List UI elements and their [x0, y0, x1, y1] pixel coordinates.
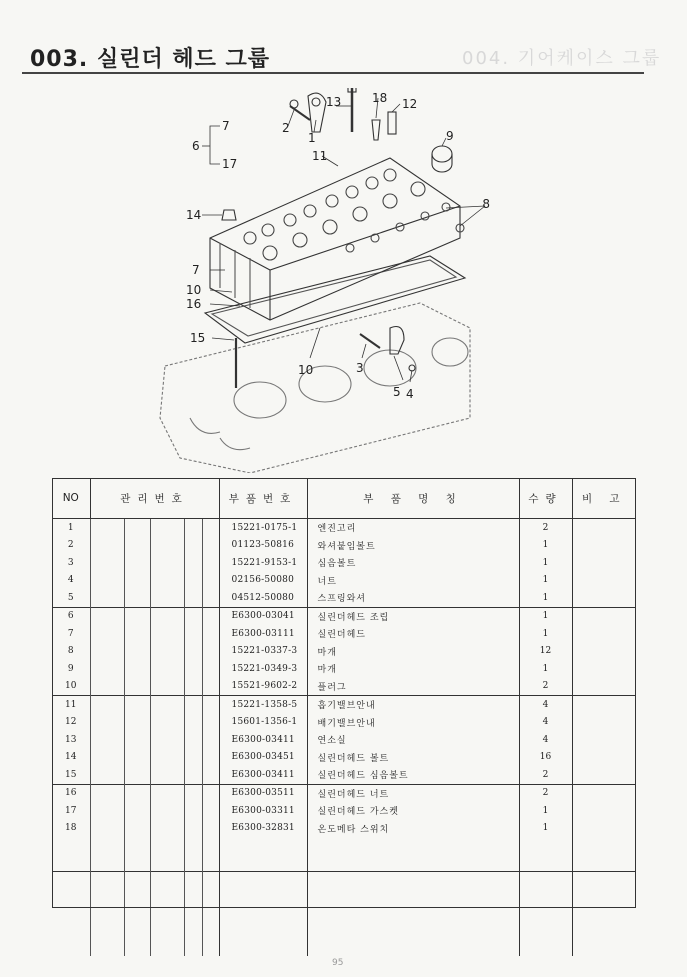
cell-mgmt	[150, 696, 184, 714]
cell-mgmt	[90, 820, 124, 838]
cell-mgmt	[202, 802, 219, 820]
parts-table	[52, 478, 636, 956]
cell-mgmt	[150, 678, 184, 696]
cell-no: 3	[67, 557, 74, 568]
header-part-name: 부 품 명 칭	[307, 478, 519, 519]
cell-mgmt	[150, 784, 184, 802]
header-remarks: 비 고	[572, 478, 636, 519]
cell-mgmt	[124, 731, 150, 749]
cell-part-name: 실린더헤드 너트	[307, 784, 519, 802]
cell-mgmt	[184, 554, 202, 572]
header-qty: 수량	[519, 478, 572, 519]
cell-remarks	[572, 519, 636, 537]
cell-part-name: 실린더헤드	[307, 625, 519, 643]
cell-no: 17	[65, 805, 77, 816]
callout-label: 2	[282, 121, 290, 135]
cell-remarks	[572, 731, 636, 749]
cell-mgmt	[124, 589, 150, 607]
callout-label: 13	[326, 95, 342, 109]
cell-qty: 1	[519, 625, 572, 643]
table-row	[52, 625, 636, 643]
cell-mgmt	[184, 766, 202, 784]
cell-part-name: 연소실	[307, 731, 519, 749]
cell-mgmt	[202, 766, 219, 784]
cell-part-name: 심음볼트	[307, 554, 519, 572]
table-row	[52, 820, 636, 838]
cell-mgmt	[150, 731, 184, 749]
table-row	[52, 660, 636, 678]
cell-qty: 16	[519, 749, 572, 767]
callout-label: 12	[402, 97, 418, 111]
cell-mgmt	[184, 784, 202, 802]
cell-remarks	[572, 766, 636, 784]
cell-part-number: 15221-0337-3	[219, 643, 307, 661]
cell-mgmt	[124, 802, 150, 820]
table-row	[52, 607, 636, 625]
cell-mgmt	[150, 519, 184, 537]
header-part-number: 부품번호	[219, 478, 307, 519]
cell-no: 13	[65, 734, 77, 745]
cell-mgmt	[124, 784, 150, 802]
cell-mgmt	[150, 572, 184, 590]
cell-mgmt	[150, 554, 184, 572]
cell-mgmt	[202, 589, 219, 607]
callout-label: 14	[186, 208, 202, 222]
cell-mgmt	[124, 749, 150, 767]
cell-mgmt	[184, 643, 202, 661]
cell-mgmt	[124, 766, 150, 784]
cell-qty: 2	[519, 678, 572, 696]
cell-no: 5	[67, 592, 74, 603]
table-spacer-row	[52, 837, 636, 872]
cell-mgmt	[124, 820, 150, 838]
cell-no: 7	[67, 628, 74, 639]
cell-mgmt	[150, 607, 184, 625]
cell-mgmt	[90, 749, 124, 767]
callout-label: 3	[356, 361, 364, 375]
cell-qty: 1	[519, 589, 572, 607]
cell-mgmt	[202, 696, 219, 714]
cell-part-number: 15601-1356-1	[219, 714, 307, 732]
cell-no: 14	[65, 752, 77, 763]
callout-label: 9	[446, 129, 454, 143]
cell-mgmt	[202, 784, 219, 802]
cell-mgmt	[90, 696, 124, 714]
cell-no: 15	[65, 769, 77, 780]
cell-part-number: 15521-9602-2	[219, 678, 307, 696]
cell-part-name: 실린더헤드 심음볼트	[307, 766, 519, 784]
table-header-row	[52, 478, 636, 519]
cell-mgmt	[202, 537, 219, 555]
table-row	[52, 696, 636, 714]
cell-remarks	[572, 660, 636, 678]
table-row	[52, 519, 636, 537]
cell-mgmt	[124, 607, 150, 625]
cell-mgmt	[184, 820, 202, 838]
cell-qty: 1	[519, 607, 572, 625]
cylinder-head-exploded-diagram	[150, 88, 490, 473]
cell-mgmt	[202, 554, 219, 572]
cell-mgmt	[90, 731, 124, 749]
cell-mgmt	[90, 660, 124, 678]
cell-mgmt	[90, 784, 124, 802]
table-row	[52, 554, 636, 572]
cell-remarks	[572, 589, 636, 607]
cell-mgmt	[90, 519, 124, 537]
cell-mgmt	[202, 625, 219, 643]
cell-mgmt	[184, 714, 202, 732]
cell-mgmt	[90, 678, 124, 696]
cell-part-number: E6300-03311	[219, 802, 307, 820]
cell-no: 10	[65, 681, 77, 692]
cell-mgmt	[124, 572, 150, 590]
table-row	[52, 572, 636, 590]
table-row	[52, 766, 636, 784]
cell-mgmt	[184, 607, 202, 625]
cell-remarks	[572, 820, 636, 838]
cell-mgmt	[150, 802, 184, 820]
cell-mgmt	[184, 802, 202, 820]
cell-qty: 12	[519, 643, 572, 661]
cell-mgmt	[124, 714, 150, 732]
cell-part-name: 엔진고리	[307, 519, 519, 537]
cell-mgmt	[150, 766, 184, 784]
cell-mgmt	[124, 660, 150, 678]
cell-remarks	[572, 554, 636, 572]
cell-qty: 2	[519, 519, 572, 537]
cell-remarks	[572, 784, 636, 802]
cell-no: 8	[67, 646, 74, 657]
cell-mgmt	[90, 766, 124, 784]
table-row	[52, 731, 636, 749]
cell-part-name: 온도메타 스위치	[307, 820, 519, 838]
cell-mgmt	[150, 660, 184, 678]
bleed-through-title: 004. 기어케이스 그룹	[462, 48, 662, 69]
cell-mgmt	[150, 537, 184, 555]
cell-no: 6	[52, 607, 90, 625]
cell-part-number: E6300-03411	[219, 766, 307, 784]
cell-remarks	[572, 607, 636, 625]
cell-qty: 1	[519, 660, 572, 678]
cell-part-number: 01123-50816	[219, 537, 307, 555]
callout-label: 18	[372, 91, 388, 105]
callout-label: 1	[308, 131, 316, 145]
cell-part-name: 실린더헤드 가스켓	[307, 802, 519, 820]
callout-label: 8	[482, 197, 490, 211]
cell-remarks	[572, 643, 636, 661]
cell-part-number: 15221-0175-1	[219, 519, 307, 537]
table-row	[52, 749, 636, 767]
cell-part-number: 15221-0349-3	[219, 660, 307, 678]
cell-mgmt	[150, 589, 184, 607]
cell-mgmt	[184, 519, 202, 537]
cell-qty: 2	[519, 784, 572, 802]
cell-part-number: 15221-9153-1	[219, 554, 307, 572]
cell-mgmt	[202, 519, 219, 537]
table-blank-row	[52, 872, 636, 957]
cell-mgmt	[184, 678, 202, 696]
table-row	[52, 784, 636, 802]
cell-no: 18	[65, 823, 77, 834]
cell-no: 9	[67, 663, 74, 674]
cell-part-name: 배기밸브안내	[307, 714, 519, 732]
cell-mgmt	[90, 589, 124, 607]
cell-mgmt	[150, 749, 184, 767]
header-no: NO	[52, 478, 90, 519]
cell-part-number: E6300-03511	[219, 784, 307, 802]
callout-label: 16	[186, 297, 202, 311]
cell-mgmt	[90, 537, 124, 555]
cell-part-name: 와셔붙임볼트	[307, 537, 519, 555]
cell-mgmt	[90, 607, 124, 625]
cell-part-number: E6300-03111	[219, 625, 307, 643]
callout-label: 11	[312, 149, 328, 163]
cell-mgmt	[150, 625, 184, 643]
cell-qty: 1	[519, 537, 572, 555]
cell-mgmt	[90, 643, 124, 661]
title-rule	[22, 72, 644, 74]
cell-remarks	[572, 802, 636, 820]
page-number: 95	[332, 958, 344, 968]
cell-part-name: 마개	[307, 643, 519, 661]
cell-remarks	[572, 749, 636, 767]
table-row	[52, 802, 636, 820]
cell-mgmt	[184, 572, 202, 590]
table-row	[52, 537, 636, 555]
cell-qty: 1	[519, 802, 572, 820]
cell-remarks	[572, 537, 636, 555]
header-mgmt-number: 관리번호	[90, 478, 219, 519]
cell-mgmt	[124, 625, 150, 643]
cell-part-name: 실린더헤드 조립	[307, 607, 519, 625]
cell-mgmt	[202, 749, 219, 767]
cell-qty: 4	[519, 696, 572, 714]
cell-mgmt	[184, 749, 202, 767]
callout-label: 10	[186, 283, 202, 297]
cell-part-number: 02156-50080	[219, 572, 307, 590]
cell-mgmt	[124, 537, 150, 555]
cell-part-name: 스프링와셔	[307, 589, 519, 607]
cell-mgmt	[150, 820, 184, 838]
cell-mgmt	[184, 625, 202, 643]
cell-mgmt	[202, 660, 219, 678]
cell-no: 1	[52, 519, 90, 537]
cell-remarks	[572, 572, 636, 590]
cell-mgmt	[202, 820, 219, 838]
table-row	[52, 643, 636, 661]
callout-label: 6	[192, 139, 200, 153]
page-title: 003. 실린더 헤드 그룹	[30, 47, 271, 72]
cell-mgmt	[184, 537, 202, 555]
cell-part-number: E6300-32831	[219, 820, 307, 838]
cell-mgmt	[124, 643, 150, 661]
cell-part-number: 15221-1358-5	[219, 696, 307, 714]
table-row	[52, 678, 636, 696]
cell-qty: 1	[519, 554, 572, 572]
cell-remarks	[572, 714, 636, 732]
cell-mgmt	[124, 678, 150, 696]
cell-mgmt	[90, 802, 124, 820]
cell-qty: 4	[519, 714, 572, 732]
cell-no: 2	[67, 540, 74, 551]
cell-mgmt	[90, 554, 124, 572]
cell-mgmt	[202, 678, 219, 696]
cell-remarks	[572, 696, 636, 714]
cell-mgmt	[202, 607, 219, 625]
cell-qty: 4	[519, 731, 572, 749]
cell-remarks	[572, 678, 636, 696]
cell-mgmt	[124, 554, 150, 572]
cell-qty: 1	[519, 820, 572, 838]
callout-label: 17	[222, 157, 238, 171]
cell-part-name: 플러그	[307, 678, 519, 696]
cell-mgmt	[150, 714, 184, 732]
cell-mgmt	[202, 714, 219, 732]
callout-label: 7	[222, 119, 230, 133]
cell-part-number: E6300-03041	[219, 607, 307, 625]
cell-mgmt	[202, 643, 219, 661]
cell-mgmt	[202, 731, 219, 749]
cell-part-number: E6300-03411	[219, 731, 307, 749]
cell-mgmt	[90, 572, 124, 590]
callout-label: 15	[190, 331, 206, 345]
table-row	[52, 589, 636, 607]
cell-mgmt	[124, 519, 150, 537]
callout-label: 4	[406, 387, 414, 401]
callout-label: 5	[393, 385, 401, 399]
cell-mgmt	[184, 696, 202, 714]
cell-part-name: 마개	[307, 660, 519, 678]
cell-remarks	[572, 625, 636, 643]
cell-mgmt	[184, 660, 202, 678]
cell-mgmt	[202, 572, 219, 590]
cell-no: 16	[52, 784, 90, 802]
cell-no: 12	[65, 717, 77, 728]
cell-qty: 1	[519, 572, 572, 590]
callout-label: 10	[298, 363, 314, 377]
cell-mgmt	[184, 731, 202, 749]
cell-part-name: 흡기밸브안내	[307, 696, 519, 714]
cell-no: 11	[52, 696, 90, 714]
cell-mgmt	[90, 625, 124, 643]
cell-no: 4	[67, 575, 74, 586]
table-row	[52, 714, 636, 732]
cell-qty: 2	[519, 766, 572, 784]
cell-part-number: E6300-03451	[219, 749, 307, 767]
cell-mgmt	[90, 714, 124, 732]
cell-part-name: 실린더헤드 볼트	[307, 749, 519, 767]
cell-part-name: 너트	[307, 572, 519, 590]
callout-label: 7	[192, 263, 200, 277]
cell-mgmt	[184, 589, 202, 607]
cell-mgmt	[124, 696, 150, 714]
cell-mgmt	[150, 643, 184, 661]
cell-part-number: 04512-50080	[219, 589, 307, 607]
